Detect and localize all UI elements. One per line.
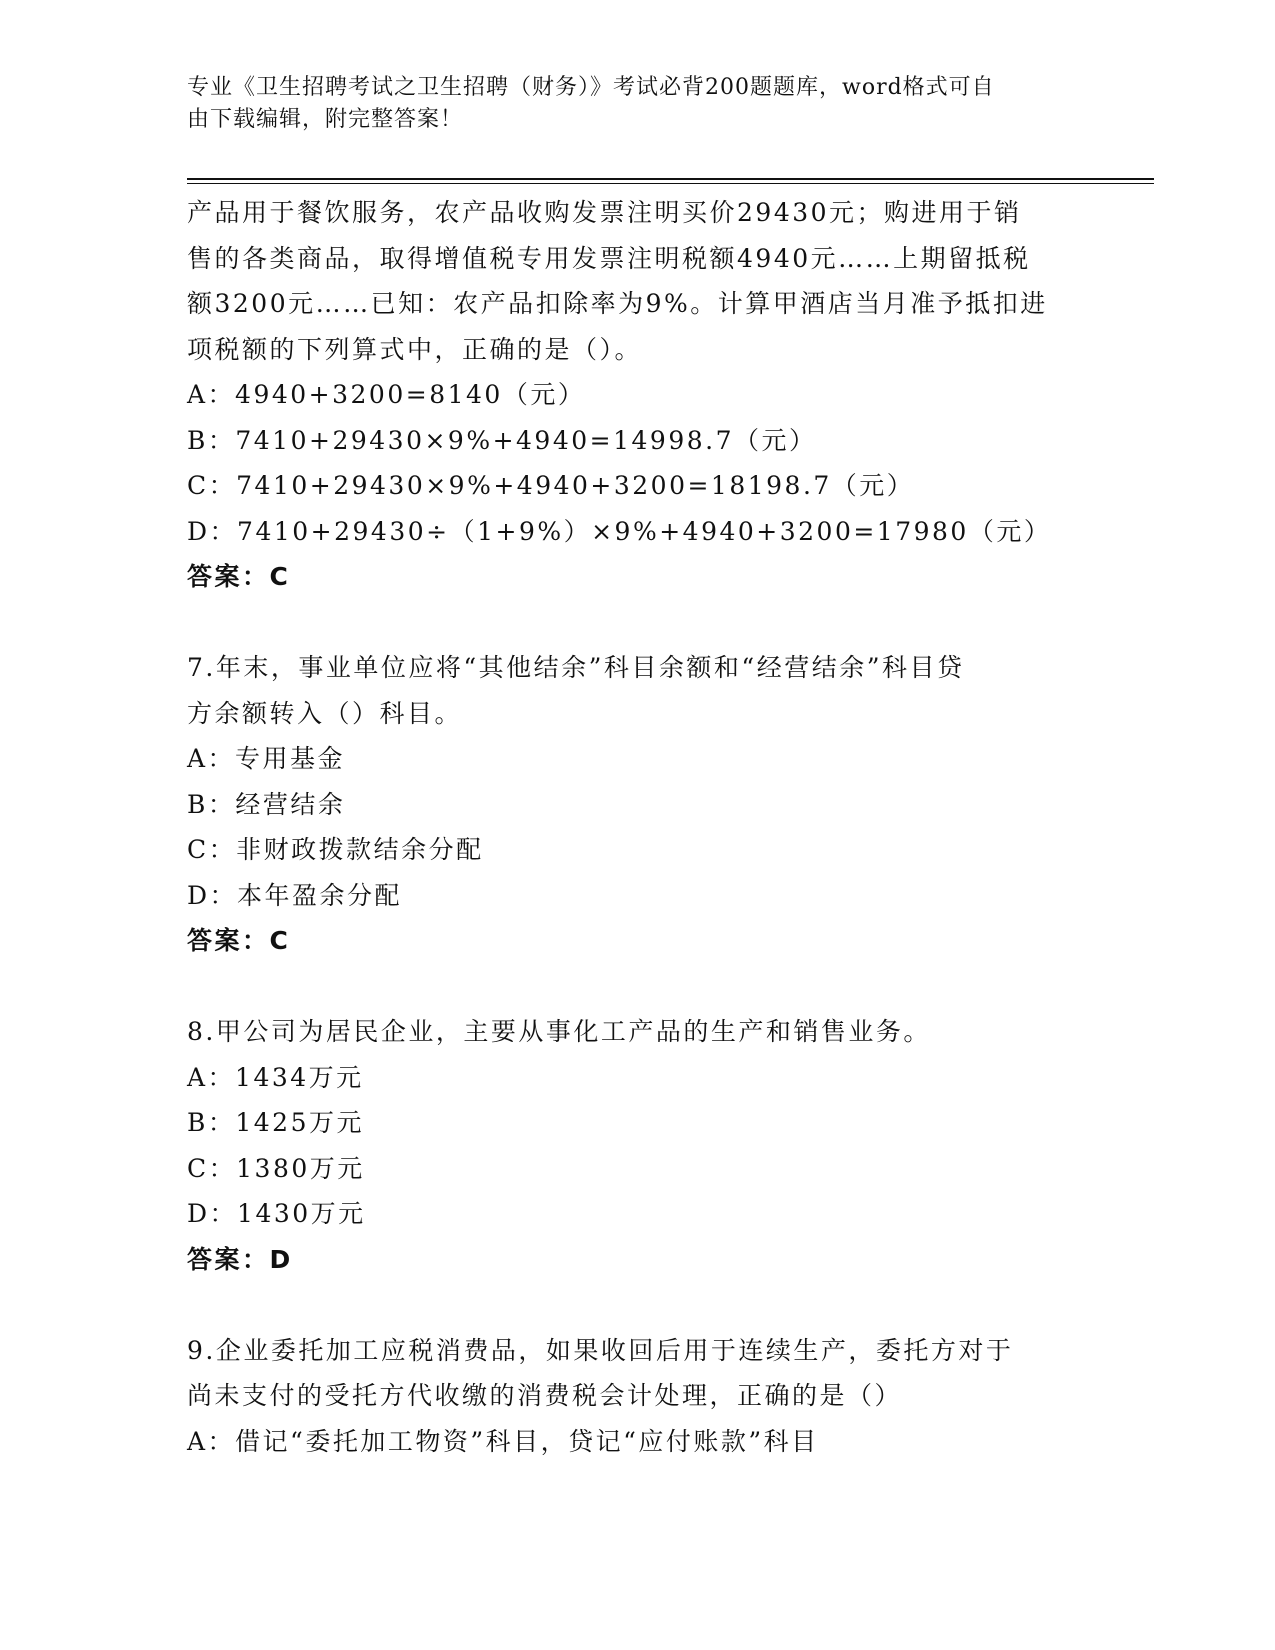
- header-line-1: 专业《卫生招聘考试之卫生招聘（财务）》考试必背200题题库，word格式可自: [187, 75, 995, 100]
- header-divider-thick: [187, 178, 1154, 180]
- option-c: C：非财政拨款结余分配: [187, 835, 484, 864]
- option-c: C：7410+29430×9%+4940+3200=18198.7（元）: [187, 471, 915, 500]
- option-d: D：1430万元: [187, 1199, 366, 1228]
- answer-label: 答案：D: [187, 1244, 293, 1274]
- option-d: D：7410+29430÷（1+9%）×9%+4940+3200=17980（元）: [187, 516, 1052, 546]
- question-text-line: 9.企业委托加工应税消费品，如果收回后用于连续生产，委托方对于: [187, 1335, 1014, 1365]
- document-header: [187, 72, 1067, 136]
- option-a: A：专用基金: [187, 744, 346, 773]
- question-9: [187, 1328, 1087, 1465]
- question-text-line: 8.甲公司为居民企业，主要从事化工产品的生产和销售业务。: [187, 1017, 931, 1046]
- option-b: B：1425万元: [187, 1108, 364, 1137]
- header-divider-thin: [187, 183, 1154, 184]
- option-c: C：1380万元: [187, 1153, 365, 1183]
- question-7: [187, 645, 1087, 964]
- option-a: A：4940+3200=8140（元）: [187, 380, 586, 409]
- question-8: [187, 1009, 1087, 1282]
- question-text-line: 额3200元……已知：农产品扣除率为9%。计算甲酒店当月准予抵扣进: [187, 289, 1048, 318]
- spacer: [187, 1282, 1087, 1328]
- question-text-line: 项税额的下列算式中，正确的是（）。: [187, 334, 643, 364]
- question-6: [187, 190, 1087, 600]
- question-list: [187, 190, 1087, 1464]
- answer-label: 答案：C: [187, 926, 291, 955]
- option-b: B：7410+29430×9%+4940=14998.7（元）: [187, 425, 817, 455]
- option-a: A：借记“委托加工物资”科目，贷记“应付账款”科目: [187, 1426, 819, 1456]
- question-text-line: 方余额转入（）科目。: [187, 698, 463, 728]
- spacer: [187, 600, 1087, 646]
- question-text-line: 7.年末，事业单位应将“其他结余”科目余额和“经营结余”科目贷: [187, 653, 965, 682]
- header-line-2: 由下载编辑，附完整答案！: [187, 107, 464, 132]
- option-b: B：经营结余: [187, 789, 346, 819]
- answer-label: 答案：C: [187, 562, 291, 591]
- question-text-line: 尚未支付的受托方代收缴的消费税会计处理，正确的是（）: [187, 1381, 903, 1410]
- spacer: [187, 964, 1087, 1010]
- question-text-line: 产品用于餐饮服务，农产品收购发票注明买价29430元；购进用于销: [187, 198, 1022, 227]
- option-a: A：1434万元: [187, 1062, 364, 1092]
- option-d: D：本年盈余分配: [187, 880, 403, 910]
- question-text-line: 售的各类商品，取得增值税专用发票注明税额4940元……上期留抵税: [187, 243, 1031, 273]
